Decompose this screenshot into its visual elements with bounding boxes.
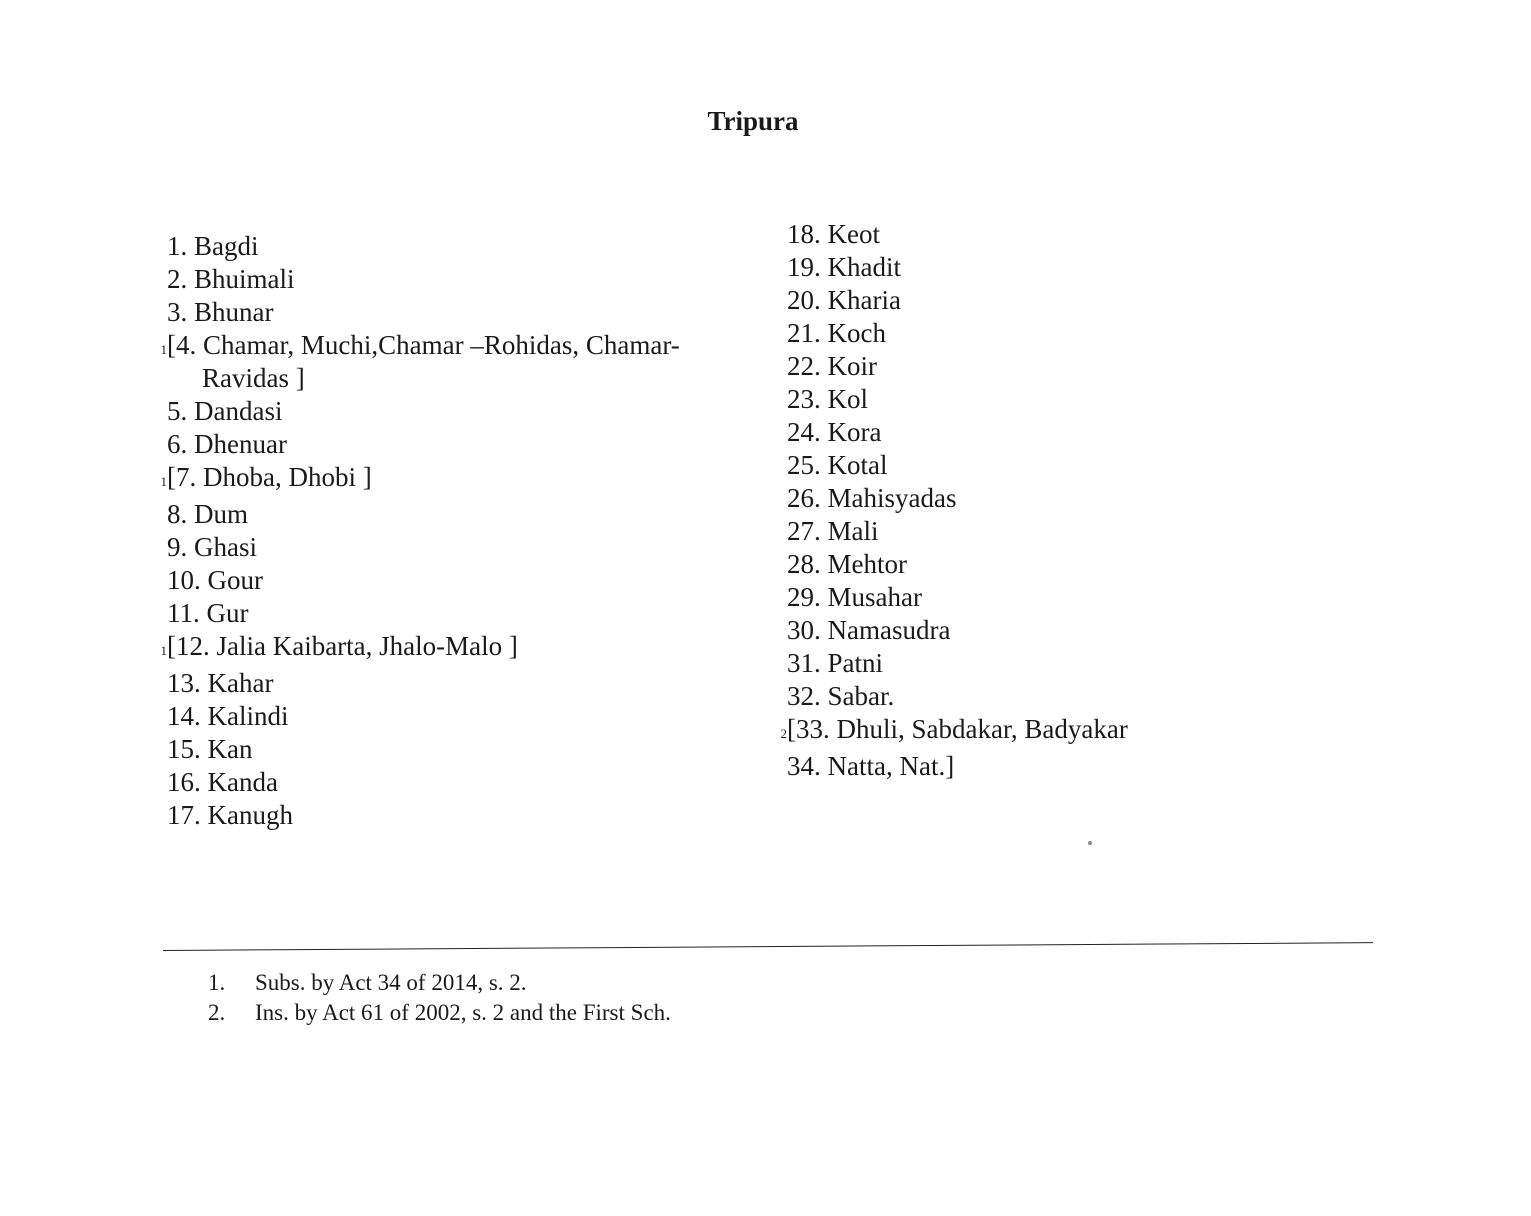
entry-text: 23. Kol bbox=[787, 384, 868, 414]
footnotes bbox=[208, 968, 671, 1028]
entry-text: 21. Koch bbox=[787, 318, 886, 348]
page-title: Tripura bbox=[707, 106, 799, 136]
list-item bbox=[150, 733, 730, 766]
list-item bbox=[150, 531, 730, 564]
entry-text: 11. Gur bbox=[167, 598, 249, 628]
list-item bbox=[770, 581, 1200, 614]
list-item bbox=[150, 461, 730, 498]
footnote bbox=[208, 998, 671, 1028]
list-item bbox=[770, 251, 1200, 284]
entry-text: 18. Keot bbox=[787, 219, 880, 249]
footnote-marker: 1 bbox=[160, 474, 167, 489]
entry-text: 32. Sabar. bbox=[787, 681, 895, 711]
list-item bbox=[770, 482, 1200, 515]
entry-text: 13. Kahar bbox=[167, 668, 274, 698]
entry-text: 30. Namasudra bbox=[787, 615, 951, 645]
entry-text: 1. Bagdi bbox=[167, 231, 259, 261]
entry-text: 9. Ghasi bbox=[167, 532, 257, 562]
list-item bbox=[770, 614, 1200, 647]
list-item bbox=[770, 284, 1200, 317]
list-item bbox=[770, 515, 1200, 548]
list-item bbox=[150, 428, 730, 461]
list-item bbox=[770, 416, 1200, 449]
list-item bbox=[150, 564, 730, 597]
entry-text: 25. Kotal bbox=[787, 450, 888, 480]
footnote-text: Ins. by Act 61 of 2002, s. 2 and the First Sch. bbox=[255, 1000, 671, 1025]
list-item bbox=[770, 647, 1200, 680]
entry-text: 34. Natta, Nat.] bbox=[787, 751, 955, 781]
entry-text: 20. Kharia bbox=[787, 285, 901, 315]
entry-text: 28. Mehtor bbox=[787, 549, 907, 579]
entry-text: 10. Gour bbox=[167, 565, 263, 595]
footnote-text: Subs. by Act 34 of 2014, s. 2. bbox=[255, 970, 527, 995]
entry-text: 31. Patni bbox=[787, 648, 884, 678]
list-item bbox=[150, 799, 730, 832]
entry-text: 6. Dhenuar bbox=[167, 429, 287, 459]
scan-speck bbox=[1088, 841, 1092, 845]
list-item bbox=[150, 630, 730, 667]
footnote-marker: 1 bbox=[160, 342, 167, 357]
entry-text: [12. Jalia Kaibarta, Jhalo-Malo ] bbox=[167, 631, 518, 661]
list-item bbox=[770, 713, 1200, 750]
footnote-number: 1. bbox=[208, 970, 226, 995]
list-item bbox=[770, 548, 1200, 581]
list-item bbox=[150, 395, 730, 428]
entry-text: 17. Kanugh bbox=[167, 800, 293, 830]
list-item bbox=[770, 449, 1200, 482]
right-column-list bbox=[770, 218, 1200, 783]
list-item bbox=[150, 329, 730, 395]
entry-text: 22. Koir bbox=[787, 351, 877, 381]
entry-text: 15. Kan bbox=[167, 734, 253, 764]
entry-text: 5. Dandasi bbox=[167, 396, 283, 426]
list-item bbox=[770, 750, 1200, 783]
entry-text: 27. Mali bbox=[787, 516, 879, 546]
entry-text: 14. Kalindi bbox=[167, 701, 289, 731]
entry-text: [4. Chamar, Muchi,Chamar –Rohidas, Chamar- bbox=[167, 330, 680, 360]
list-item bbox=[770, 680, 1200, 713]
footnote-marker: 2 bbox=[780, 726, 787, 741]
entry-text: [33. Dhuli, Sabdakar, Badyakar bbox=[787, 714, 1128, 744]
entry-text: [7. Dhoba, Dhobi ] bbox=[167, 462, 372, 492]
list-item bbox=[150, 263, 730, 296]
entry-text-continuation: Ravidas ] bbox=[202, 363, 305, 393]
footnote bbox=[208, 968, 671, 998]
list-item bbox=[770, 218, 1200, 251]
list-item bbox=[150, 498, 730, 531]
list-item bbox=[150, 766, 730, 799]
entry-text: 19. Khadit bbox=[787, 252, 901, 282]
entry-text: 16. Kanda bbox=[167, 767, 278, 797]
footnote-marker: 1 bbox=[160, 643, 167, 658]
list-item bbox=[150, 700, 730, 733]
entry-text: 8. Dum bbox=[167, 499, 248, 529]
entry-text: 29. Musahar bbox=[787, 582, 922, 612]
entry-text: 24. Kora bbox=[787, 417, 882, 447]
list-item bbox=[770, 317, 1200, 350]
footnote-divider bbox=[163, 942, 1373, 951]
list-item bbox=[150, 230, 730, 263]
list-item bbox=[150, 667, 730, 700]
list-item bbox=[770, 383, 1200, 416]
list-item bbox=[150, 296, 730, 329]
entry-text: 2. Bhuimali bbox=[167, 264, 295, 294]
list-item bbox=[150, 597, 730, 630]
left-column-list bbox=[150, 230, 730, 832]
entry-text: 26. Mahisyadas bbox=[787, 483, 957, 513]
entry-text: 3. Bhunar bbox=[167, 297, 274, 327]
footnote-number: 2. bbox=[208, 1000, 226, 1025]
list-item bbox=[770, 350, 1200, 383]
